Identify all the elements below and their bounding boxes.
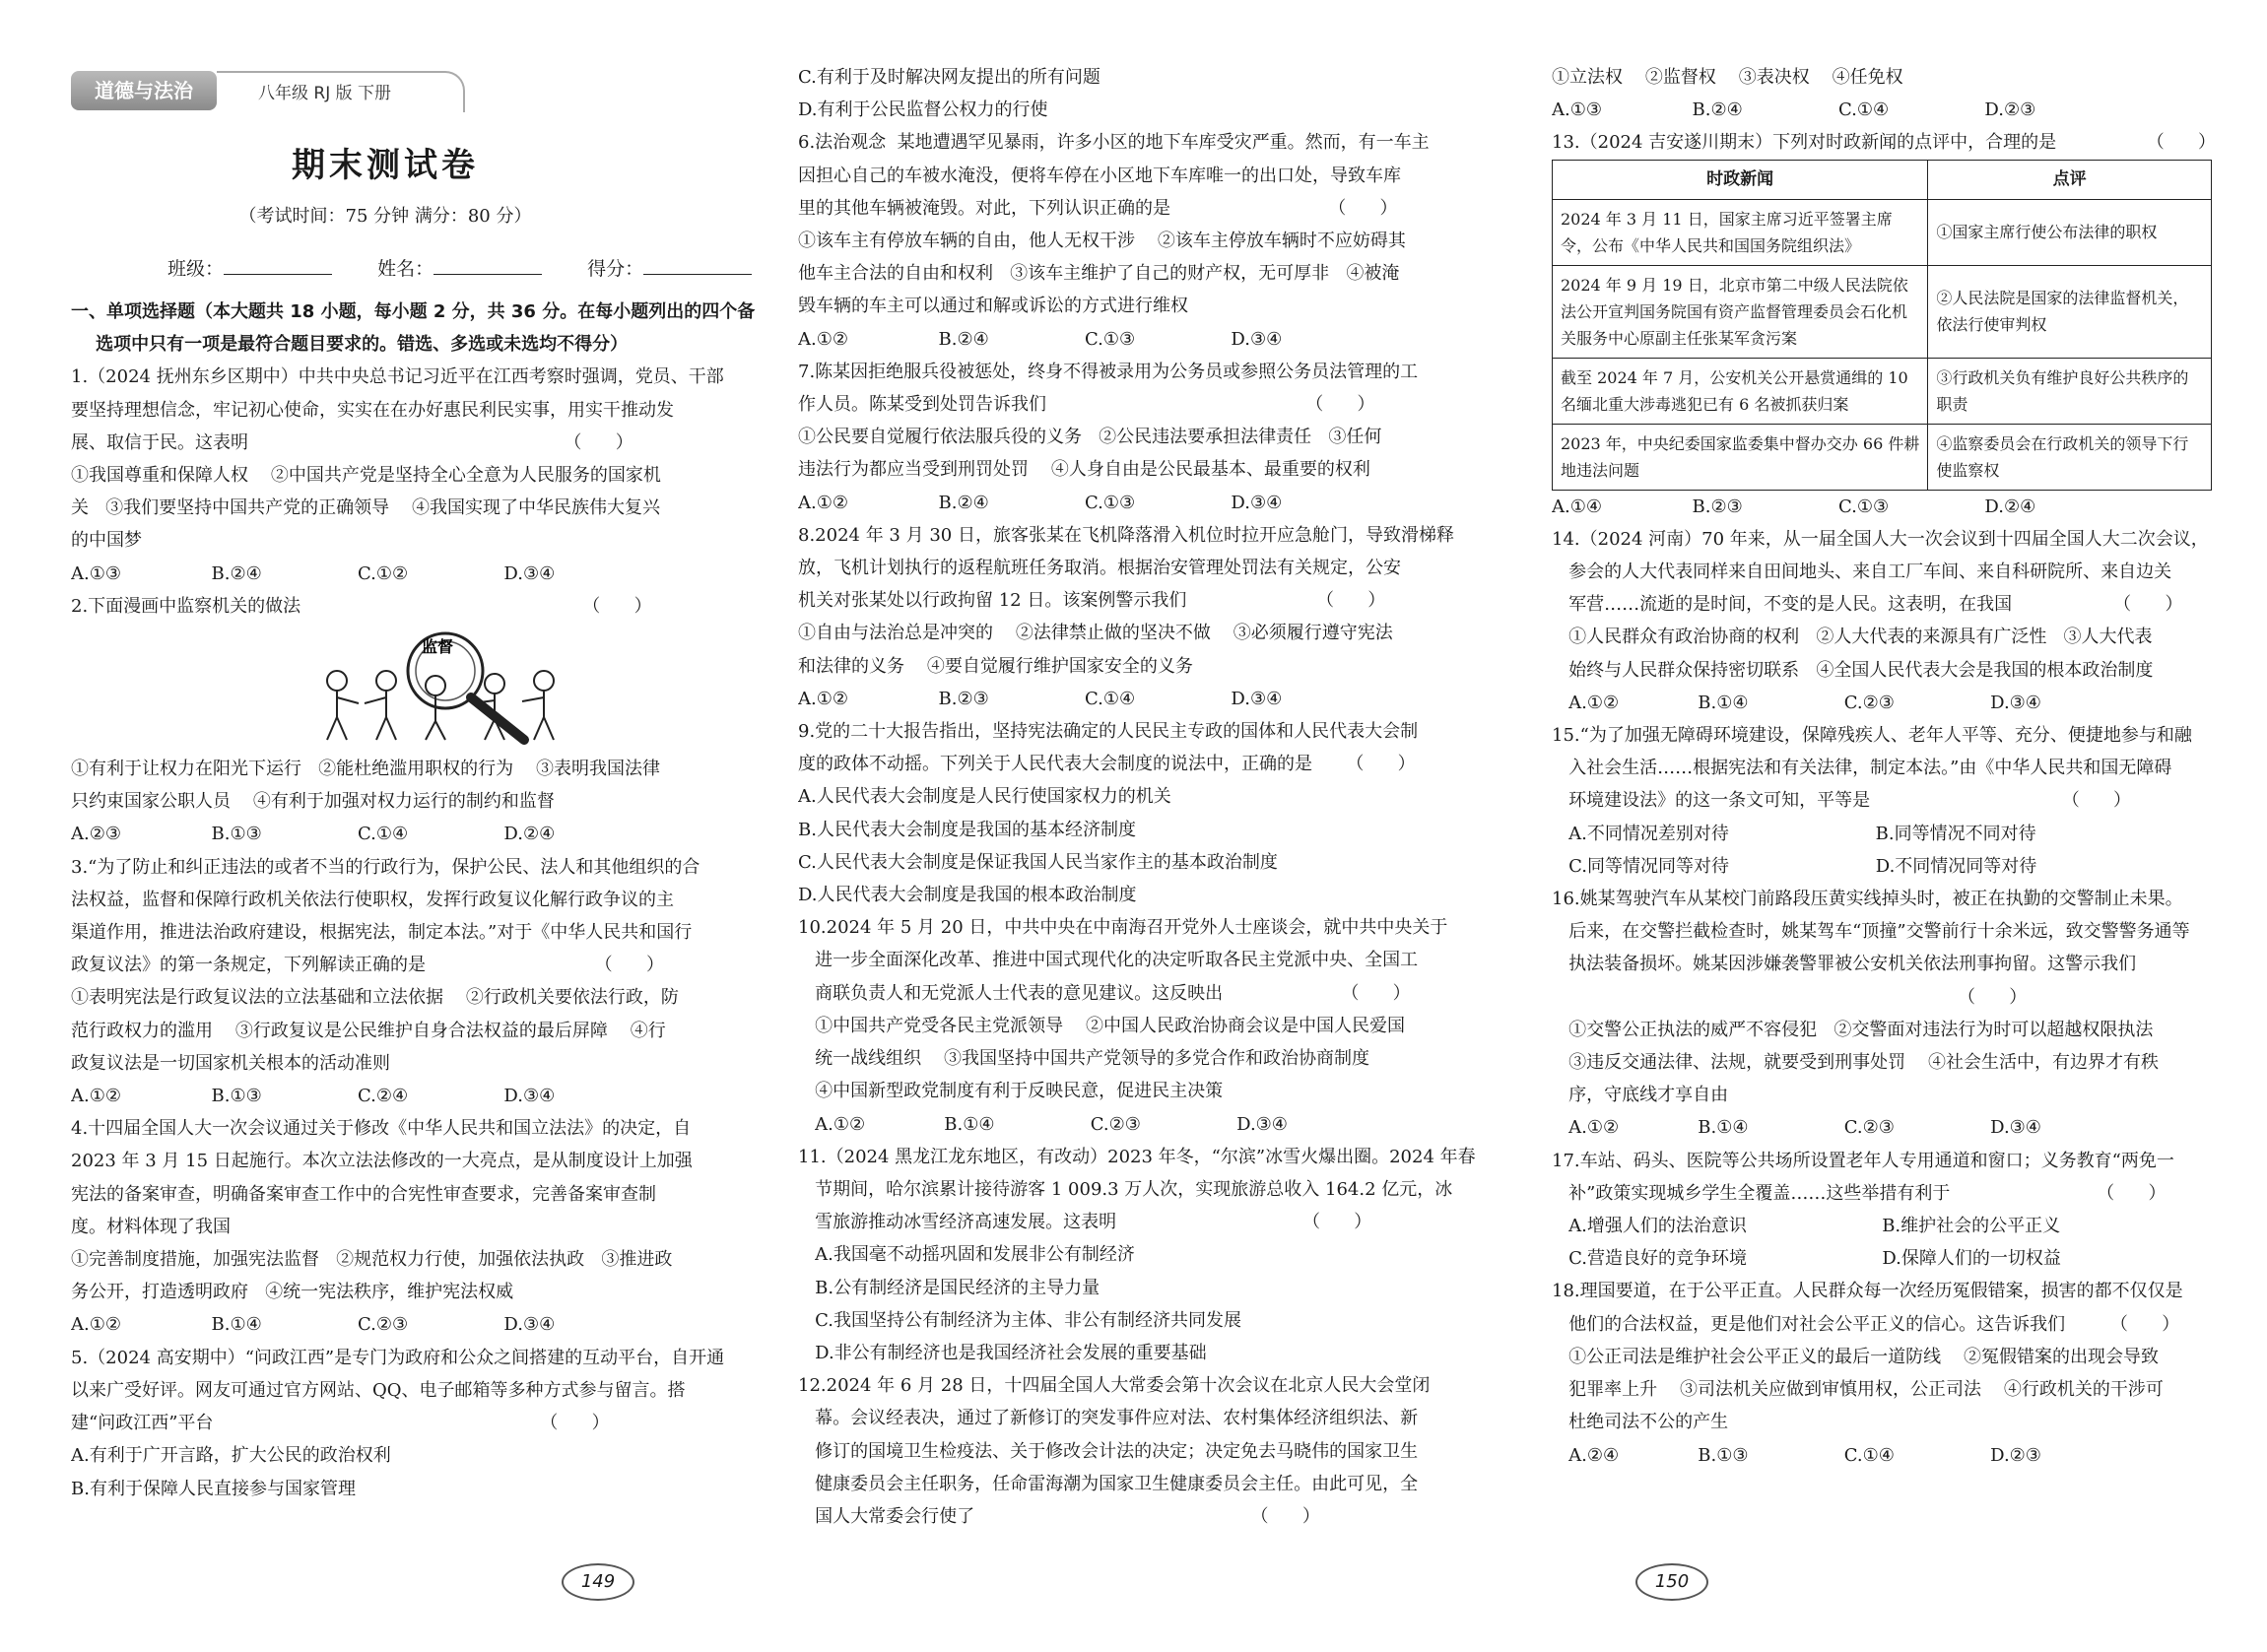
text-line: A.①③ B.②④ C.①④ D.②③ — [1552, 99, 2036, 121]
text-line: C.我国坚持公有制经济为主体、非公有制经济共同发展 — [798, 1309, 1242, 1331]
table-row — [1553, 358, 2212, 424]
questions-5-12 — [798, 61, 1500, 1533]
subject-badge: 道德与法治 — [71, 71, 217, 110]
text-line: A.②④ B.①③ C.①④ D.②③ — [1552, 1444, 2041, 1466]
news-table — [1552, 160, 2212, 491]
text-line: D.人民代表大会制度是我国的根本政治制度 — [798, 885, 1137, 906]
text-line: 渠道作用，推进法治政府建设，根据宪法，制定本法。”对于《中华人民共和国行 — [71, 922, 693, 944]
text-line: 军营……流逝的是时间，不变的是人民。这表明，在我国 （ ） — [1552, 594, 2183, 616]
text-line: A.①② B.①④ C.②③ D.③④ — [798, 1113, 1288, 1135]
text-line: 4.十四届全国人大一次会议通过关于修改《中华人民共和国立法法》的决定，自 — [71, 1118, 692, 1140]
text-line: ①公正司法是维护社会公平正义的最后一道防线 ②冤假错案的出现会导致 — [1552, 1346, 2160, 1367]
text-line: 5.（2024 高安期中）“问政江西”是专门为政府和公众之间搭建的互动平台，自开通 — [71, 1347, 725, 1368]
exam-meta: （考试时间：75 分钟 满分：80 分） — [238, 206, 532, 227]
text-line: 作人员。陈某受到处罚告诉我们 （ ） — [798, 394, 1375, 416]
cartoon-label: 监督 — [422, 637, 454, 657]
text-line: ①立法权 ②监督权 ③表决权 ④任免权 — [1552, 67, 1903, 88]
text-line: A.①② B.①④ C.②③ D.③④ — [1552, 1117, 2041, 1139]
text-line: 度。材料体现了我国 — [71, 1216, 231, 1237]
text-line: 参会的人大代表同样来自田间地头、来自工厂车间、来自科研院所、来自边关 — [1552, 562, 2172, 583]
page-number-left: 149 — [562, 1563, 634, 1601]
grade-label: 八年级 RJ 版 下册 — [258, 84, 392, 103]
text-line: ①该车主有停放车辆的自由，他人无权干涉 ②该车主停放车辆时不应妨碍其 — [798, 231, 1406, 252]
text-line: 2023 年 3 月 15 日起施行。本次立法法修改的一大亮点，是从制度设计上加强 — [71, 1151, 693, 1172]
text-line: 1.（2024 抚州东乡区期中）中共中央总书记习近平在江西考察时强调，党员、干部 — [71, 366, 724, 388]
text-line: 统一战线组织 ③我国坚持中国共产党领导的多党合作和政治协商制度 — [798, 1048, 1370, 1070]
cartoon-image — [298, 627, 573, 745]
text-line: 9.党的二十大报告指出，坚持宪法确定的人民民主专政的国体和人民代表大会制 — [798, 721, 1419, 743]
text-line: A.②③ B.①③ C.①④ D.②④ — [71, 824, 556, 845]
table-header: 点评 — [1928, 160, 2212, 199]
text-line: ①人民群众有政治协商的权利 ②人大代表的来源具有广泛性 ③人大代表 — [1552, 627, 2153, 648]
text-line: A.有利于广开言路，扩大公民的政治权利 — [71, 1445, 391, 1467]
text-line: 后来，在交警拦截检查时，姚某驾车“顶撞”交警前行十余米远，致交警警务通等 — [1552, 921, 2190, 943]
text-line: 政复议法是一切国家机关根本的活动准则 — [71, 1052, 390, 1074]
table-cell: 2024 年 3 月 11 日，国家主席习近平签署主席令，公布《中华人民共和国国务院组织法》 — [1553, 199, 1928, 265]
text-line: 展、取信于民。这表明 （ ） — [71, 431, 633, 453]
text-line: 幕。会议经表决，通过了新修订的突发事件应对法、农村集体经济组织法、新 — [798, 1408, 1419, 1429]
text-line: 杜绝司法不公的产生 — [1552, 1412, 1729, 1433]
class-field[interactable] — [224, 274, 332, 275]
text-line: （ ） — [1552, 986, 2028, 1008]
text-line: A.①② B.②④ C.①③ D.③④ — [798, 492, 1283, 513]
questions-12-13 — [1552, 61, 2222, 160]
text-line: 入社会生活……根据宪法和有关法律，制定本法。”由《中华人民共和国无障碍 — [1552, 758, 2172, 779]
text-line: A.①② B.②③ C.①④ D.③④ — [798, 688, 1283, 709]
text-line: 他们的合法权益，更是他们对社会公平正义的信心。这告诉我们 （ ） — [1552, 1313, 2180, 1335]
class-label: 班级： — [167, 258, 225, 280]
text-line: ①表明宪法是行政复议法的立法基础和立法依据 ②行政机关要依法行政，防 — [71, 987, 679, 1009]
text-line: C.营造良好的竞争环境 D.保障人们的一切权益 — [1552, 1248, 2061, 1270]
text-line: ④中国新型政党制度有利于反映民意，促进民主决策 — [798, 1081, 1224, 1102]
text-line: D.非公有制经济也是我国经济社会发展的重要基础 — [798, 1342, 1207, 1363]
text-line: 修订的国境卫生检疫法、关于修改会计法的决定；决定免去马晓伟的国家卫生 — [798, 1440, 1419, 1462]
table-cell: ①国家主席行使公布法律的职权 — [1928, 199, 2212, 265]
text-line: 补”政策实现城乡学生全覆盖……这些举措有利于 （ ） — [1552, 1182, 2167, 1204]
text-line: 要坚持理想信念，牢记初心使命，实实在在办好惠民利民实事，用实干推动发 — [71, 399, 674, 421]
text-line: 节期间，哈尔滨累计接待游客 1 009.3 万人次，实现旅游总收入 164.2 亿元，冰 — [798, 1178, 1453, 1200]
text-line: 的中国梦 — [71, 530, 142, 552]
table-row — [1553, 424, 2212, 490]
page-number-right: 150 — [1635, 1563, 1708, 1601]
text-line: 17.车站、码头、医院等公共场所设置老年人专用通道和窗口；义务教育“两免一 — [1552, 1150, 2174, 1171]
table-cell: 2024 年 9 月 19 日，北京市第二中级人民法院依法公开宣判国务院国有资产监督管理委员会石化机关服务中心原副主任张某军贪污案 — [1553, 265, 1928, 358]
section-heading-cont: 选项中只有一项是最符合题目要求的。错选、多选或未选均不得分） — [71, 334, 629, 356]
text-line: C.人民代表大会制度是保证我国人民当家作主的基本政治制度 — [798, 851, 1278, 873]
text-line: A.人民代表大会制度是人民行使国家权力的机关 — [798, 786, 1171, 808]
text-line: B.有利于保障人民直接参与国家管理 — [71, 1478, 356, 1499]
text-line: 序，守底线才享自由 — [1552, 1085, 1729, 1106]
questions-2-5 — [71, 753, 770, 1505]
text-line: A.①② B.①④ C.②③ D.③④ — [1552, 692, 2041, 713]
text-line: A.增强人们的法治意识 B.维护社会的公平正义 — [1552, 1216, 2061, 1237]
text-line: 雪旅游推动冰雪经济高速发展。这表明 （ ） — [798, 1212, 1372, 1233]
text-line: 机关对张某处以行政拘留 12 日。该案例警示我们 （ ） — [798, 590, 1386, 612]
text-line: 法权益，监督和保障行政机关依法行使职权，发挥行政复议化解行政争议的主 — [71, 889, 674, 910]
text-line: ①中国共产党受各民主党派领导 ②中国人民政治协商会议是中国人民爱国 — [798, 1015, 1406, 1036]
table-cell: ②人民法院是国家的法律监督机关，依法行使审判权 — [1928, 265, 2212, 358]
page-title: 期末测试卷 — [292, 146, 479, 185]
name-field[interactable] — [433, 274, 542, 275]
text-line: 14.（2024 河南）70 年来，从一届全国人大一次会议到十四届全国人大二次会议， — [1552, 528, 2209, 550]
text-line: 因担心自己的车被水淹没，便将车停在小区地下车库唯一的出口处，导致车库 — [798, 165, 1401, 186]
text-line: 政复议法》的第一条规定，下列解读正确的是 （ ） — [71, 955, 664, 976]
text-line: 违法行为都应当受到刑罚处罚 ④人身自由是公民最基本、最重要的权利 — [798, 459, 1370, 481]
text-line: A.①② B.①④ C.②③ D.③④ — [71, 1314, 556, 1336]
text-line: 商联负责人和无党派人士代表的意见建议。这反映出 （ ） — [798, 982, 1411, 1004]
table-cell: 2023 年，中央纪委国家监委集中督办交办 66 件耕地违法问题 — [1553, 424, 1928, 490]
text-line: 以来广受好评。网友可通过官方网站、QQ、电子邮箱等多种方式参与留言。搭 — [71, 1379, 686, 1401]
text-line: A.①② B.②④ C.①③ D.③④ — [798, 328, 1283, 350]
text-line: 和法律的义务 ④要自觉履行维护国家安全的义务 — [798, 655, 1193, 677]
table-cell: ③行政机关负有维护良好公共秩序的职责 — [1928, 358, 2212, 424]
text-line: 8.2024 年 3 月 30 日，旅客张某在飞机降落滑入机位时拉开应急舱门，导致滑梯释 — [798, 524, 1454, 546]
text-line: A.①④ B.②③ C.①③ D.②④ — [1552, 496, 2036, 517]
column-2 — [798, 61, 1500, 1533]
text-line: A.①② B.①③ C.②④ D.③④ — [71, 1086, 556, 1107]
text-line: 2.下面漫画中监察机关的做法 （ ） — [71, 595, 652, 617]
text-line: 放，飞机计划执行的返程航班任务取消。根据治安管理处罚法有关规定，公安 — [798, 558, 1401, 579]
text-line: 健康委员会主任职务，任命雷海潮为国家卫生健康委员会主任。由此可见，全 — [798, 1473, 1419, 1494]
section-heading: 一、单项选择题（本大题共 18 小题，每小题 2 分，共 36 分。在每小题列出的四个备 — [71, 301, 756, 322]
table-row — [1553, 199, 2212, 265]
text-line: 只约束国家公职人员 ④有利于加强对权力运行的制约和监督 — [71, 791, 555, 813]
text-line: 务公开，打造透明政府 ④统一宪法秩序，维护宪法权威 — [71, 1282, 514, 1303]
text-line: 18.理国要道，在于公平正直。人民群众每一次经历冤假错案，损害的都不仅仅是 — [1552, 1281, 2183, 1302]
text-line: 6.法治观念 某地遭遇罕见暴雨，许多小区的地下车库受灾严重。然而，有一车主 — [798, 132, 1430, 154]
text-line: A.我国毫不动摇巩固和发展非公有制经济 — [798, 1244, 1135, 1266]
text-line: 16.姚某驾驶汽车从某校门前路段压黄实线掉头时，被正在执勤的交警制止未果。 — [1552, 889, 2183, 910]
text-line: ①公民要自觉履行依法服兵役的义务 ②公民违法要承担法律责任 ③任何 — [798, 427, 1382, 448]
text-line: 毁车辆的车主可以通过和解或诉讼的方式进行维权 — [798, 296, 1188, 317]
questions-1-2 — [71, 361, 770, 623]
score-label: 得分： — [587, 258, 644, 280]
text-line: ①完善制度措施，加强宪法监督 ②规范权力行使，加强依法执政 ③推进政 — [71, 1249, 673, 1271]
text-line: A.①③ B.②④ C.①② D.③④ — [71, 562, 556, 584]
table-cell: 截至 2024 年 7 月，公安机关公开悬赏通缉的 10 名缅北重大涉毒逃犯已有 6 名被抓获归案 — [1553, 358, 1928, 424]
text-line: ①我国尊重和保障人权 ②中国共产党是坚持全心全意为人民服务的国家机 — [71, 465, 661, 487]
text-line: D.有利于公民监督公权力的行使 — [798, 99, 1048, 121]
text-line: 15.“为了加强无障碍环境建设，保障残疾人、老年人平等、充分、便捷地参与和融 — [1552, 725, 2192, 747]
text-line: 13.（2024 吉安遂川期末）下列对时政新闻的点评中，合理的是 （ ） — [1552, 132, 2217, 154]
score-field[interactable] — [643, 274, 752, 275]
text-line: 国人大常委会行使了 （ ） — [798, 1505, 1320, 1527]
text-line: 11.（2024 黑龙江龙东地区，有改动）2023 年冬，“尔滨”冰雪火爆出圈。2024 年春 — [798, 1146, 1476, 1167]
text-line: 进一步全面深化改革、推进中国式现代化的决定听取各民主党派中央、全国工 — [798, 950, 1419, 971]
table-cell: ④监察委员会在行政机关的领导下行使监察权 — [1928, 424, 2212, 490]
text-line: 关 ③我们要坚持中国共产党的正确领导 ④我国实现了中华民族伟大复兴 — [71, 497, 661, 519]
text-line: 犯罪率上升 ③司法机关应做到审慎用权，公正司法 ④行政机关的干涉可 — [1552, 1379, 2164, 1401]
text-line: 环境建设法》的这一条文可知，平等是 （ ） — [1552, 790, 2132, 812]
text-line: 建“问政江西”平台 （ ） — [71, 1413, 610, 1434]
name-label: 姓名： — [377, 258, 434, 280]
text-line: 10.2024 年 5 月 20 日，中共中央在中南海召开党外人士座谈会，就中共中央关于 — [798, 917, 1448, 939]
text-line: 始终与人民群众保持密切联系 ④全国人民代表大会是我国的根本政治制度 — [1552, 659, 2154, 681]
text-line: C.同等情况同等对待 D.不同情况同等对待 — [1552, 855, 2037, 877]
text-line: ①有利于让权力在阳光下运行 ②能杜绝滥用职权的行为 ③表明我国法律 — [71, 759, 661, 780]
text-line: 他车主合法的自由和权利 ③该车主维护了自己的财产权，无可厚非 ④被淹 — [798, 263, 1400, 285]
text-line: 宪法的备案审查，明确备案审查工作中的合宪性审查要求，完善备案审查制 — [71, 1183, 656, 1205]
text-line: 7.陈某因拒绝服兵役被惩处，终身不得被录用为公务员或参照公务员法管理的工 — [798, 361, 1419, 382]
questions-13-18 — [1552, 491, 2222, 1472]
text-line: 执法装备损坏。姚某因涉嫌袭警罪被公安机关依法刑事拘留。这警示我们 — [1552, 954, 2137, 975]
text-line: 里的其他车辆被淹毁。对此，下列认识正确的是 （ ） — [798, 197, 1398, 219]
text-line: 3.“为了防止和纠正违法的或者不当的行政行为，保护公民、法人和其他组织的合 — [71, 856, 700, 878]
text-line: C.有利于及时解决网友提出的所有问题 — [798, 67, 1100, 88]
text-line: 12.2024 年 6 月 28 日，十四届全国人大常委会第十次会议在北京人民大会堂闭 — [798, 1375, 1431, 1397]
column-3 — [1552, 61, 2222, 1472]
text-line: B.人民代表大会制度是我国的基本经济制度 — [798, 819, 1136, 840]
student-fields — [167, 254, 791, 281]
text-line: A.不同情况差别对待 B.同等情况不同对待 — [1552, 823, 2036, 844]
table-row — [1553, 265, 2212, 358]
text-line: ①自由与法治总是冲突的 ②法律禁止做的坚决不做 ③必须履行遵守宪法 — [798, 623, 1393, 644]
column-1 — [71, 296, 770, 1505]
text-line: ③违反交通法律、法规，就要受到刑事处罚 ④社会生活中，有边界才有秩 — [1552, 1052, 2160, 1074]
text-line: ①交警公正执法的威严不容侵犯 ②交警面对违法行为时可以超越权限执法 — [1552, 1019, 2154, 1040]
text-line: 范行政权力的滥用 ③行政复议是公民维护自身合法权益的最后屏障 ④行 — [71, 1020, 666, 1041]
text-line: 度的政体不动摇。下列关于人民代表大会制度的说法中，正确的是 （ ） — [798, 754, 1416, 775]
table-header: 时政新闻 — [1553, 160, 1928, 199]
text-line: B.公有制经济是国民经济的主导力量 — [798, 1277, 1100, 1298]
